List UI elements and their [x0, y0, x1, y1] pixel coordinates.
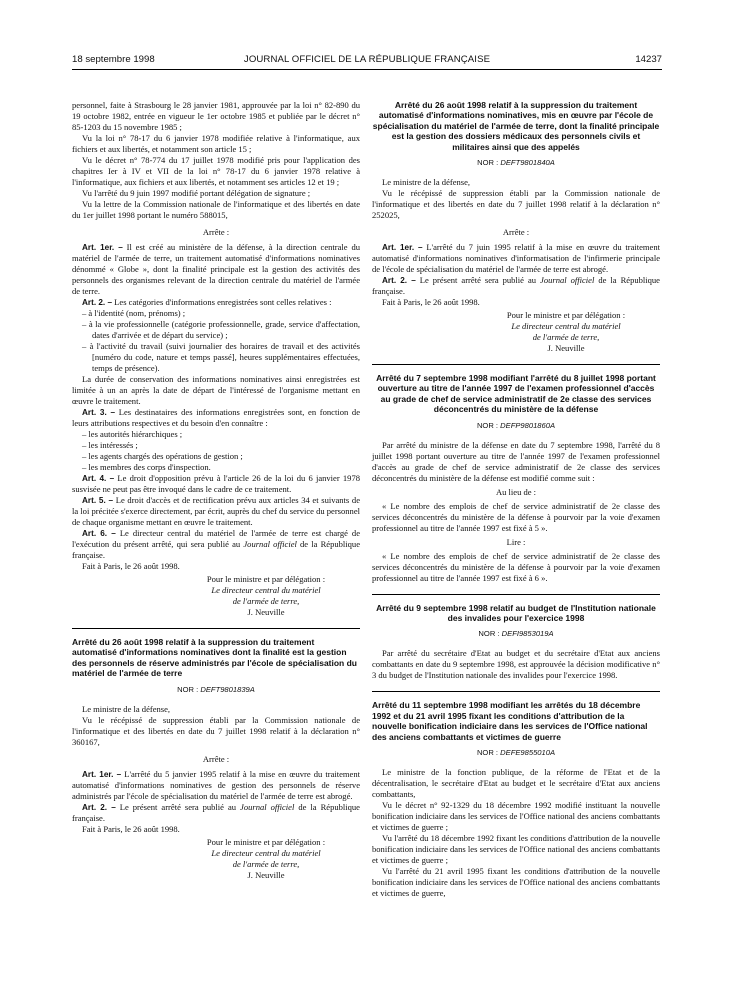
article-1-text: L'arrêté du 5 janvier 1995 relatif à la mise en œuvre du traitement automatisé d'informations nominatives de gestion des personnels de réserve administrés par l'école de spécialisation du matériel de l'armée de terre est abrogé. — [72, 768, 360, 801]
signature-line: Pour le ministre et par délégation : — [206, 574, 326, 584]
nor-reference — [372, 747, 660, 758]
article-5-label: Art. 5. – — [82, 496, 114, 505]
intro-paragraph-1: personnel, faite à Strasbourg le 28 janvier 1981, approuvée par la loi n° 82-890 du 19 octobre 1982, entrée en vigueur le 1er octobre 1985 et publiée par le décret n° 85-1203 du 15 novembre 1985 ; — [72, 100, 360, 132]
article-5-text: Le droit d'accès et de rectification prévu aux articles 34 et suivants de la loi précitée s'exerce directement, par écrit, auprès du chef du service du personnel de chaque organisme mettant en œuvre le traitement. — [72, 495, 360, 527]
quoted-text: « Le nombre des emplois de chef de service administratif de 2e classe des services déconcentrés du ministère de la défense à pourvoir par la voie d'examen professionnel au titre de l'année 1997 est fixé à 6 ». — [372, 550, 660, 583]
intro-paragraph-2: Vu la loi n° 78-17 du 6 janvier 1978 modifiée relative à l'informatique, aux fichiers et aux libertés, et notamment son article 15 ; — [72, 133, 360, 154]
list-item: – les autorités hiérarchiques ; — [82, 429, 183, 439]
decree-title: Arrêté du 11 septembre 1998 modifiant les arrêtés du 18 décembre 1992 et du 21 avril 1995 fixant les conditions d'attribution de la nouvelle bonification indiciaire dans les services de l'Office national des anciens combattants et victimes de guerre — [372, 700, 648, 742]
article-3-list — [82, 429, 360, 473]
header-rule — [72, 69, 662, 70]
signature-title: Le directeur central du matériel — [211, 585, 321, 595]
nor-reference — [372, 157, 660, 168]
article-4-text: Le droit d'opposition prévu à l'article 26 de la loi du 6 janvier 1978 susvisée ne peut pas être invoqué dans le cadre de ce traitement. — [72, 473, 360, 494]
list-item: – les membres des corps d'inspection. — [82, 462, 211, 472]
article-6-journal: Journal officiel — [243, 539, 297, 549]
signature-title: de l'armée de terre, — [232, 858, 300, 869]
decree-title: Arrêté du 9 septembre 1998 relatif au budget de l'Institution nationale des invalides pour l'exercice 1998 — [376, 602, 656, 624]
article-2-journal: Journal officiel — [240, 801, 295, 812]
article-3-label: Art. 3. – — [82, 408, 116, 417]
article-2-text-a: Le présent arrêté sera publié au — [415, 275, 541, 286]
article-6-label: Art. 6. – — [82, 529, 116, 538]
decree-paragraph: Vu le décret n° 92-1329 du 18 décembre 1992 modifié instituant la nouvelle bonification indiciaire dans les services de l'Office national des anciens combattants et victimes de guerre ; — [372, 800, 660, 833]
decree-paragraph: Vu le récépissé de suppression établi par la Commission nationale de l'informatique et des libertés en date du 7 juillet 1998 relatif à la déclaration n° 360167, — [72, 714, 360, 747]
nor-reference — [72, 684, 360, 695]
article-1 — [372, 242, 660, 275]
article-2-label: Art. 2. – — [382, 276, 416, 286]
decree-paragraph: Vu l'arrêté du 18 décembre 1992 fixant les conditions d'attribution de la nouvelle bonification indiciaire dans les services de l'Office national des anciens combattants et victimes de guerre ; — [372, 833, 660, 866]
intro-paragraph-5: Vu la lettre de la Commission nationale de l'informatique et des libertés en date du 1er juillet 1998 portant le numéro 588015, — [72, 199, 360, 220]
article-2 — [72, 802, 360, 824]
article-6 — [72, 528, 360, 561]
nor-label: NOR : — [476, 420, 501, 430]
signature-block — [72, 837, 360, 881]
article-6-text-b: de la République française. — [72, 539, 360, 560]
article-2-retention: La durée de conservation des informations nominatives ainsi enregistrées est limitée à un an après la date de départ de l'intéressé de l'organisme mettant en œuvre le traitement. — [72, 374, 360, 406]
signature-line: Pour le ministre et par délégation : — [206, 836, 326, 847]
decree-title: Arrêté du 26 août 1998 relatif à la suppression du traitement automatisé d'informations nominatives dont la finalité est la gestion des personnels de réserve administrés par l'école de spécialisation du matériel de l'armée de terre — [72, 637, 357, 679]
signature-block — [72, 574, 360, 618]
signature-title: de l'armée de terre, — [232, 596, 300, 606]
decree-title: Arrêté du 7 septembre 1998 modifiant l'arrêté du 8 juillet 1998 portant ouverture au titre de l'année 1997 de l'examen professionnel d'accès au grade de chef de service administratif de 2e classe des services déconcentrés du ministère de la défense — [376, 373, 656, 415]
intro-paragraph-4: Vu l'arrêté du 9 juin 1997 modifié portant délégation de signature ; — [82, 188, 311, 198]
nor-code: DEFI9853019A — [501, 629, 554, 639]
signature-title: Le directeur central du matériel — [511, 321, 621, 332]
page-number: 14237 — [635, 54, 662, 65]
decree-paragraph: Vu l'arrêté du 21 avril 1995 fixant les conditions d'attribution de la nouvelle bonification indiciaire dans les services de l'Office national des anciens combattants et victimes de guerre, — [372, 866, 660, 899]
signature-name: J. Neuville — [247, 869, 285, 880]
nor-code: DEFT9801839A — [200, 684, 255, 694]
article-2-journal: Journal officiel — [540, 275, 595, 286]
nor-code: DEFP9801860A — [500, 420, 556, 430]
nor-label: NOR : — [477, 158, 501, 168]
nor-code: DEFT9801840A — [500, 158, 555, 168]
article-2 — [372, 275, 660, 297]
article-5 — [72, 495, 360, 528]
list-item: – à l'activité du travail (suivi journalier des horaires de travail et des activités [numéro du code, nature et temps passé], heures supplémentaires effectuées, temps de présence). — [82, 341, 360, 373]
section-divider — [372, 594, 660, 595]
nor-code: DEFE9855010A — [500, 748, 556, 758]
right-column — [372, 100, 660, 899]
signature-block — [372, 310, 660, 354]
article-1 — [72, 242, 360, 297]
fait-a-paris: Fait à Paris, le 26 août 1998. — [82, 823, 180, 834]
quoted-text: « Le nombre des emplois de chef de service administratif de 2e classe des services déconcentrés du ministère de la défense à pourvoir par la voie d'examen professionnel au titre de l'année 1997 est fixé à 5 ». — [372, 500, 660, 533]
lire: Lire : — [506, 536, 526, 547]
article-2-text-b: de la République française. — [372, 275, 660, 297]
fait-a-paris: Fait à Paris, le 26 août 1998. — [382, 297, 480, 308]
signature-title: de l'armée de terre, — [532, 332, 600, 343]
decree-paragraph: Par arrêté du ministre de la défense en date du 7 septembre 1998, l'arrêté du 8 juillet 1998 portant ouverture au titre de l'année 1997 de l'examen professionnel d'accès au grade de chef de service administratif de 2e classe des services déconcentrés du ministère de la défense est modifié comme suit : — [372, 439, 660, 483]
decree-paragraph: Le ministre de la défense, — [82, 703, 171, 714]
decree-title: Arrêté du 26 août 1998 relatif à la suppression du traitement automatisé d'informations nominatives, mis en œuvre par l'école de spécialisation du matériel de l'armée de terre, dont la finalité principale est la gestion des dossiers médicaux des personnels civils et militaires ainsi que des appelés — [372, 100, 660, 152]
left-column — [72, 100, 360, 881]
article-1 — [72, 769, 360, 802]
article-3 — [72, 407, 360, 429]
nor-reference — [372, 420, 660, 431]
section-divider — [72, 628, 360, 629]
article-6-text-a: Le directeur central du matériel de l'armée de terre est chargé de l'exécution du présent arrêté, qui sera publié au — [72, 528, 360, 549]
list-item: – à l'identité (nom, prénoms) ; — [82, 308, 186, 318]
fait-a-paris: Fait à Paris, le 26 août 1998. — [82, 561, 180, 571]
page-header — [72, 54, 662, 68]
decree-paragraph: Le ministre de la fonction publique, de la réforme de l'Etat et de la décentralisation, le secrétaire d'Etat au budget et le secrétaire d'Etat aux anciens combattants, — [372, 767, 660, 800]
decree-paragraph: Par arrêté du secrétaire d'Etat au budget et du secrétaire d'Etat aux anciens combattants en date du 9 septembre 1998, est approuvée la décision modificative n° 3 du budget de l'Institution nationale des invalides pour l'exercice 1998. — [372, 648, 660, 681]
nor-label: NOR : — [476, 748, 501, 758]
article-4 — [72, 473, 360, 495]
signature-name: J. Neuville — [547, 343, 585, 354]
section-divider — [372, 364, 660, 365]
article-2-label: Art. 2. – — [82, 802, 116, 812]
article-1-text: L'arrêté du 7 juin 1995 relatif à la mise en œuvre du traitement automatisé d'informations nominatives d'informatisation de l'infirmerie principale de l'école de spécialisation du matériel de l'armée de terre est abrogé. — [372, 242, 660, 275]
list-item: – à la vie professionnelle (catégorie professionnelle, grade, service d'affectation, dates d'arrivée et de départ du service) ; — [82, 319, 360, 340]
list-item: – les agents chargés des opérations de gestion ; — [82, 451, 243, 461]
intro-paragraph-3: Vu le décret n° 78-774 du 17 juillet 1978 modifié pris pour l'application des chapitres Ier à IV et VII de la loi n° 78-17 du 6 janvier 1978 relative à l'informatique, aux fichiers et aux libertés, et notamment ses articles 12 et 19 ; — [72, 155, 360, 187]
article-2-label: Art. 2. – — [82, 298, 113, 307]
au-lieu-de: Au lieu de : — [495, 486, 537, 497]
decree-paragraph: Vu le récépissé de suppression établi par la Commission nationale de l'informatique et des libertés en date du 7 juillet 1998 relatif à la déclaration n° 252025, — [372, 188, 660, 221]
header-date: 18 septembre 1998 — [72, 54, 155, 65]
article-1-text: Il est créé au ministère de la défense, à la direction centrale du matériel de l'armée de terre, un traitement automatisé d'informations nominatives dénommé « Globe », dont la finalité principale est la gestion des activités des personnels des organismes relevant de la direction centrale du matériel de l'armée de terre. — [72, 242, 360, 296]
nor-reference — [372, 628, 660, 639]
section-divider — [372, 691, 660, 692]
article-1-label: Art. 1er. – — [382, 243, 423, 253]
decree-paragraph: Le ministre de la défense, — [382, 177, 471, 188]
journal-title: JOURNAL OFFICIEL DE LA RÉPUBLIQUE FRANÇAISE — [243, 54, 491, 65]
arrete-heading: Arrête : — [202, 227, 230, 237]
signature-line: Pour le ministre et par délégation : — [506, 310, 626, 321]
arrete-heading: Arrête : — [202, 753, 230, 764]
article-1-label: Art. 1er. – — [82, 769, 122, 779]
article-2-text-a: Le présent arrêté sera publié au — [115, 801, 241, 812]
signature-name: J. Neuville — [247, 607, 285, 617]
signature-title: Le directeur central du matériel — [211, 847, 321, 858]
article-3-text: Les destinataires des informations enregistrées sont, en fonction de leurs attributions respectives et du besoin d'en connaître : — [72, 407, 360, 428]
arrete-heading: Arrête : — [502, 227, 530, 238]
article-2-text-b: de la République française. — [72, 801, 360, 823]
nor-label: NOR : — [478, 629, 502, 639]
article-4-label: Art. 4. – — [82, 474, 115, 483]
article-2-list — [82, 308, 360, 374]
article-1-label: Art. 1er. – — [82, 243, 123, 252]
article-2-text: Les catégories d'informations enregistrées sont celles relatives : — [112, 297, 332, 307]
article-2 — [72, 297, 360, 308]
nor-label: NOR : — [177, 684, 201, 694]
list-item: – les intéressés ; — [82, 440, 138, 450]
